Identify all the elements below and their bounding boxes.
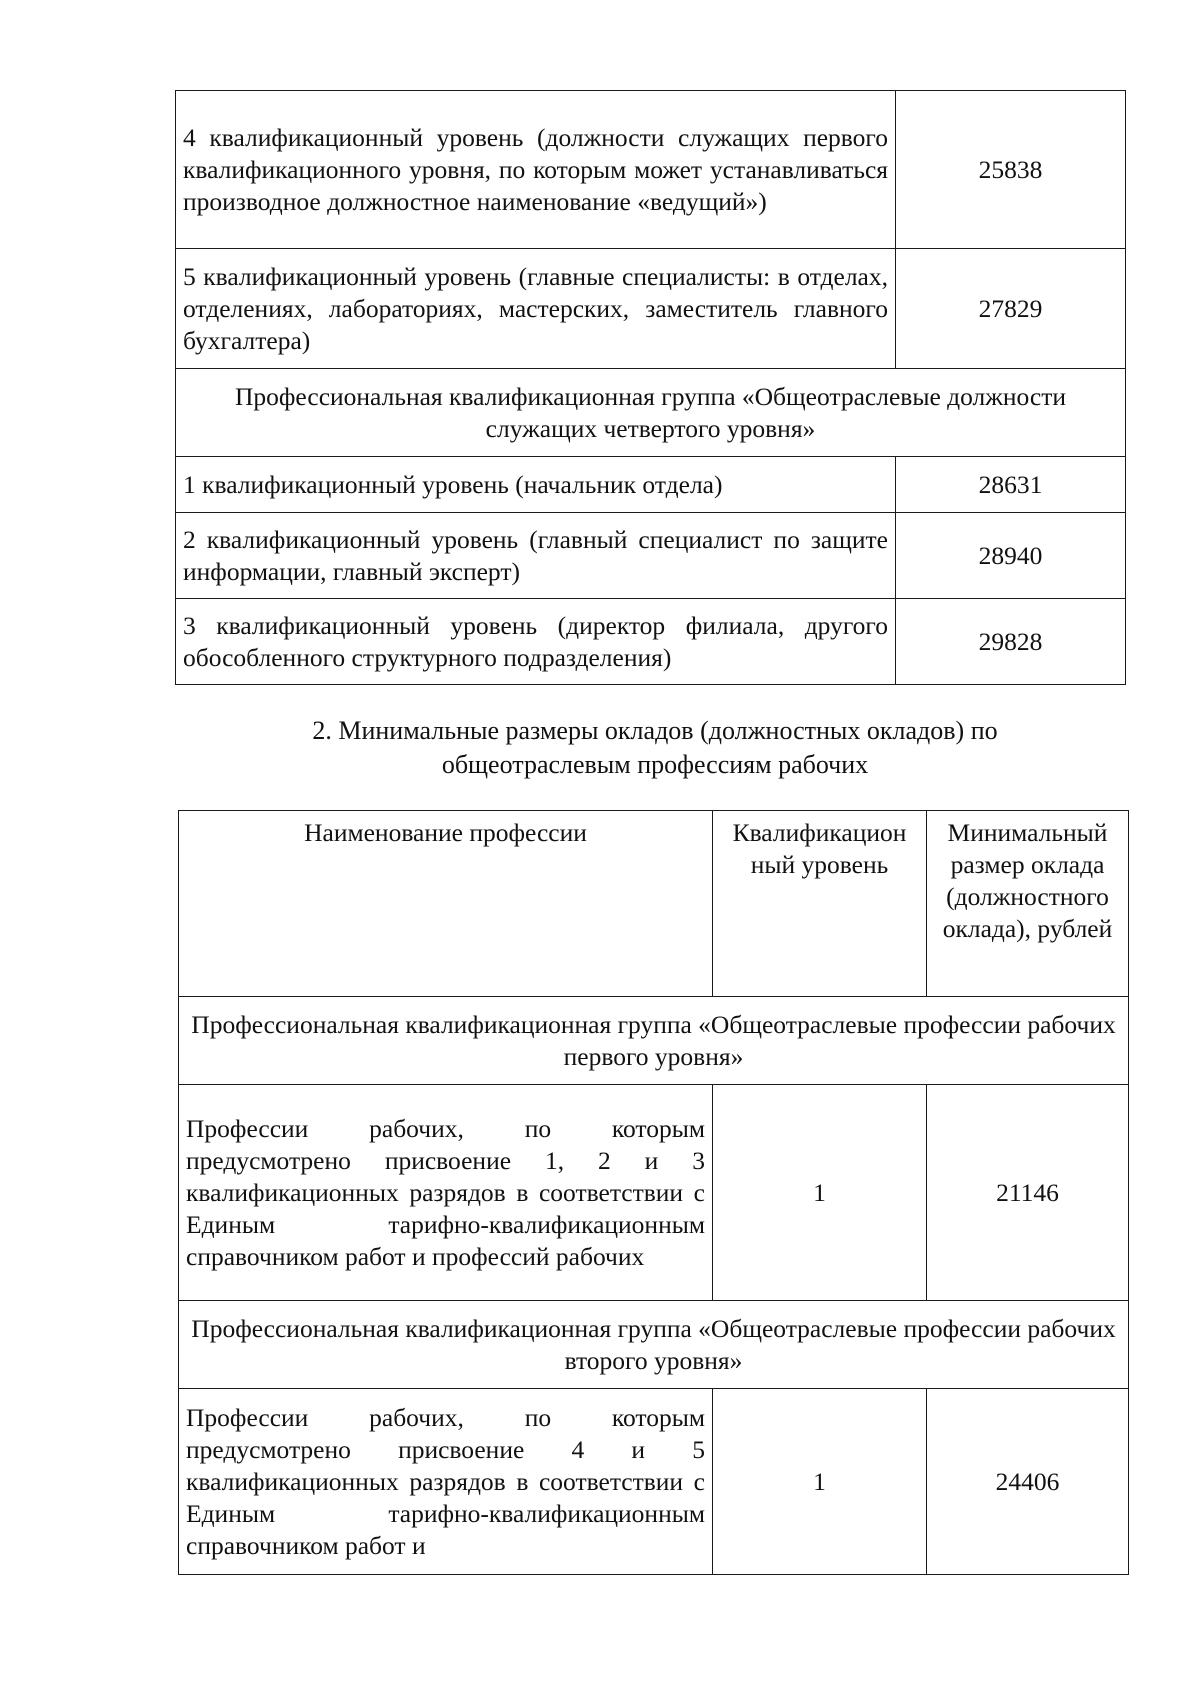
group-row	[176, 369, 1126, 457]
table-row	[176, 599, 1126, 685]
salary-table-employees	[175, 90, 1126, 685]
table-row	[176, 249, 1126, 369]
table-row	[176, 513, 1126, 599]
salary-value-cell: 29828	[896, 599, 1126, 685]
table-row	[176, 457, 1126, 513]
group-row	[179, 997, 1129, 1085]
qualification-level-cell: 3 квалификационный уровень (директор филиала, другого обособленного структурного подразделения)	[176, 599, 896, 685]
column-header-profession: Наименование профессии	[179, 811, 713, 997]
section-title	[175, 714, 1135, 782]
qualification-group-heading: Профессиональная квалификационная группа «Общеотраслевые профессии рабочих второго уровня»	[179, 1301, 1129, 1389]
table-row	[179, 1389, 1129, 1575]
salary-value-cell: 28940	[896, 513, 1126, 599]
salary-value-cell: 28631	[896, 457, 1126, 513]
salary-value-cell: 25838	[896, 91, 1126, 249]
qualification-level-cell: 1 квалификационный уровень (начальник отдела)	[176, 457, 896, 513]
level-cell: 1	[713, 1085, 927, 1301]
section-title-line: 2. Минимальные размеры окладов (должностных окладов) по	[312, 716, 998, 745]
qualification-level-cell: 2 квалификационный уровень (главный специалист по защите информации, главный эксперт)	[176, 513, 896, 599]
column-header-level: Квалификацион ный уровень	[713, 811, 927, 997]
salary-value-cell: 27829	[896, 249, 1126, 369]
salary-value-cell: 24406	[927, 1389, 1129, 1575]
salary-value-cell: 21146	[927, 1085, 1129, 1301]
qualification-group-heading: Профессиональная квалификационная группа «Общеотраслевые должности служащих четвертого уровня»	[176, 369, 1126, 457]
section-title-line: общеотраслевым профессиям рабочих	[441, 750, 869, 779]
level-cell: 1	[713, 1389, 927, 1575]
profession-cell: Профессии рабочих, по которым предусмотрено присвоение 4 и 5 квалификационных разрядов в соответствии с Единым тарифно-квалификационным справочником работ и	[179, 1389, 713, 1575]
salary-table-workers	[178, 810, 1129, 1575]
header-row	[179, 811, 1129, 997]
qualification-level-cell: 4 квалификационный уровень (должности служащих первого квалификационного уровня, по которым может устанавливаться производное должностное наименование «ведущий»)	[176, 91, 896, 249]
qualification-group-heading: Профессиональная квалификационная группа «Общеотраслевые профессии рабочих первого уровня»	[179, 997, 1129, 1085]
column-header-salary: Минимальный размер оклада (должностного оклада), рублей	[927, 811, 1129, 997]
table-row	[179, 1085, 1129, 1301]
group-row	[179, 1301, 1129, 1389]
qualification-level-cell: 5 квалификационный уровень (главные специалисты: в отделах, отделениях, лабораториях, мастерских, заместитель главного бухгалтера)	[176, 249, 896, 369]
table-row	[176, 91, 1126, 249]
profession-cell: Профессии рабочих, по которым предусмотрено присвоение 1, 2 и 3 квалификационных разрядов в соответствии с Единым тарифно-квалификационным справочником работ и профессий рабочих	[179, 1085, 713, 1301]
